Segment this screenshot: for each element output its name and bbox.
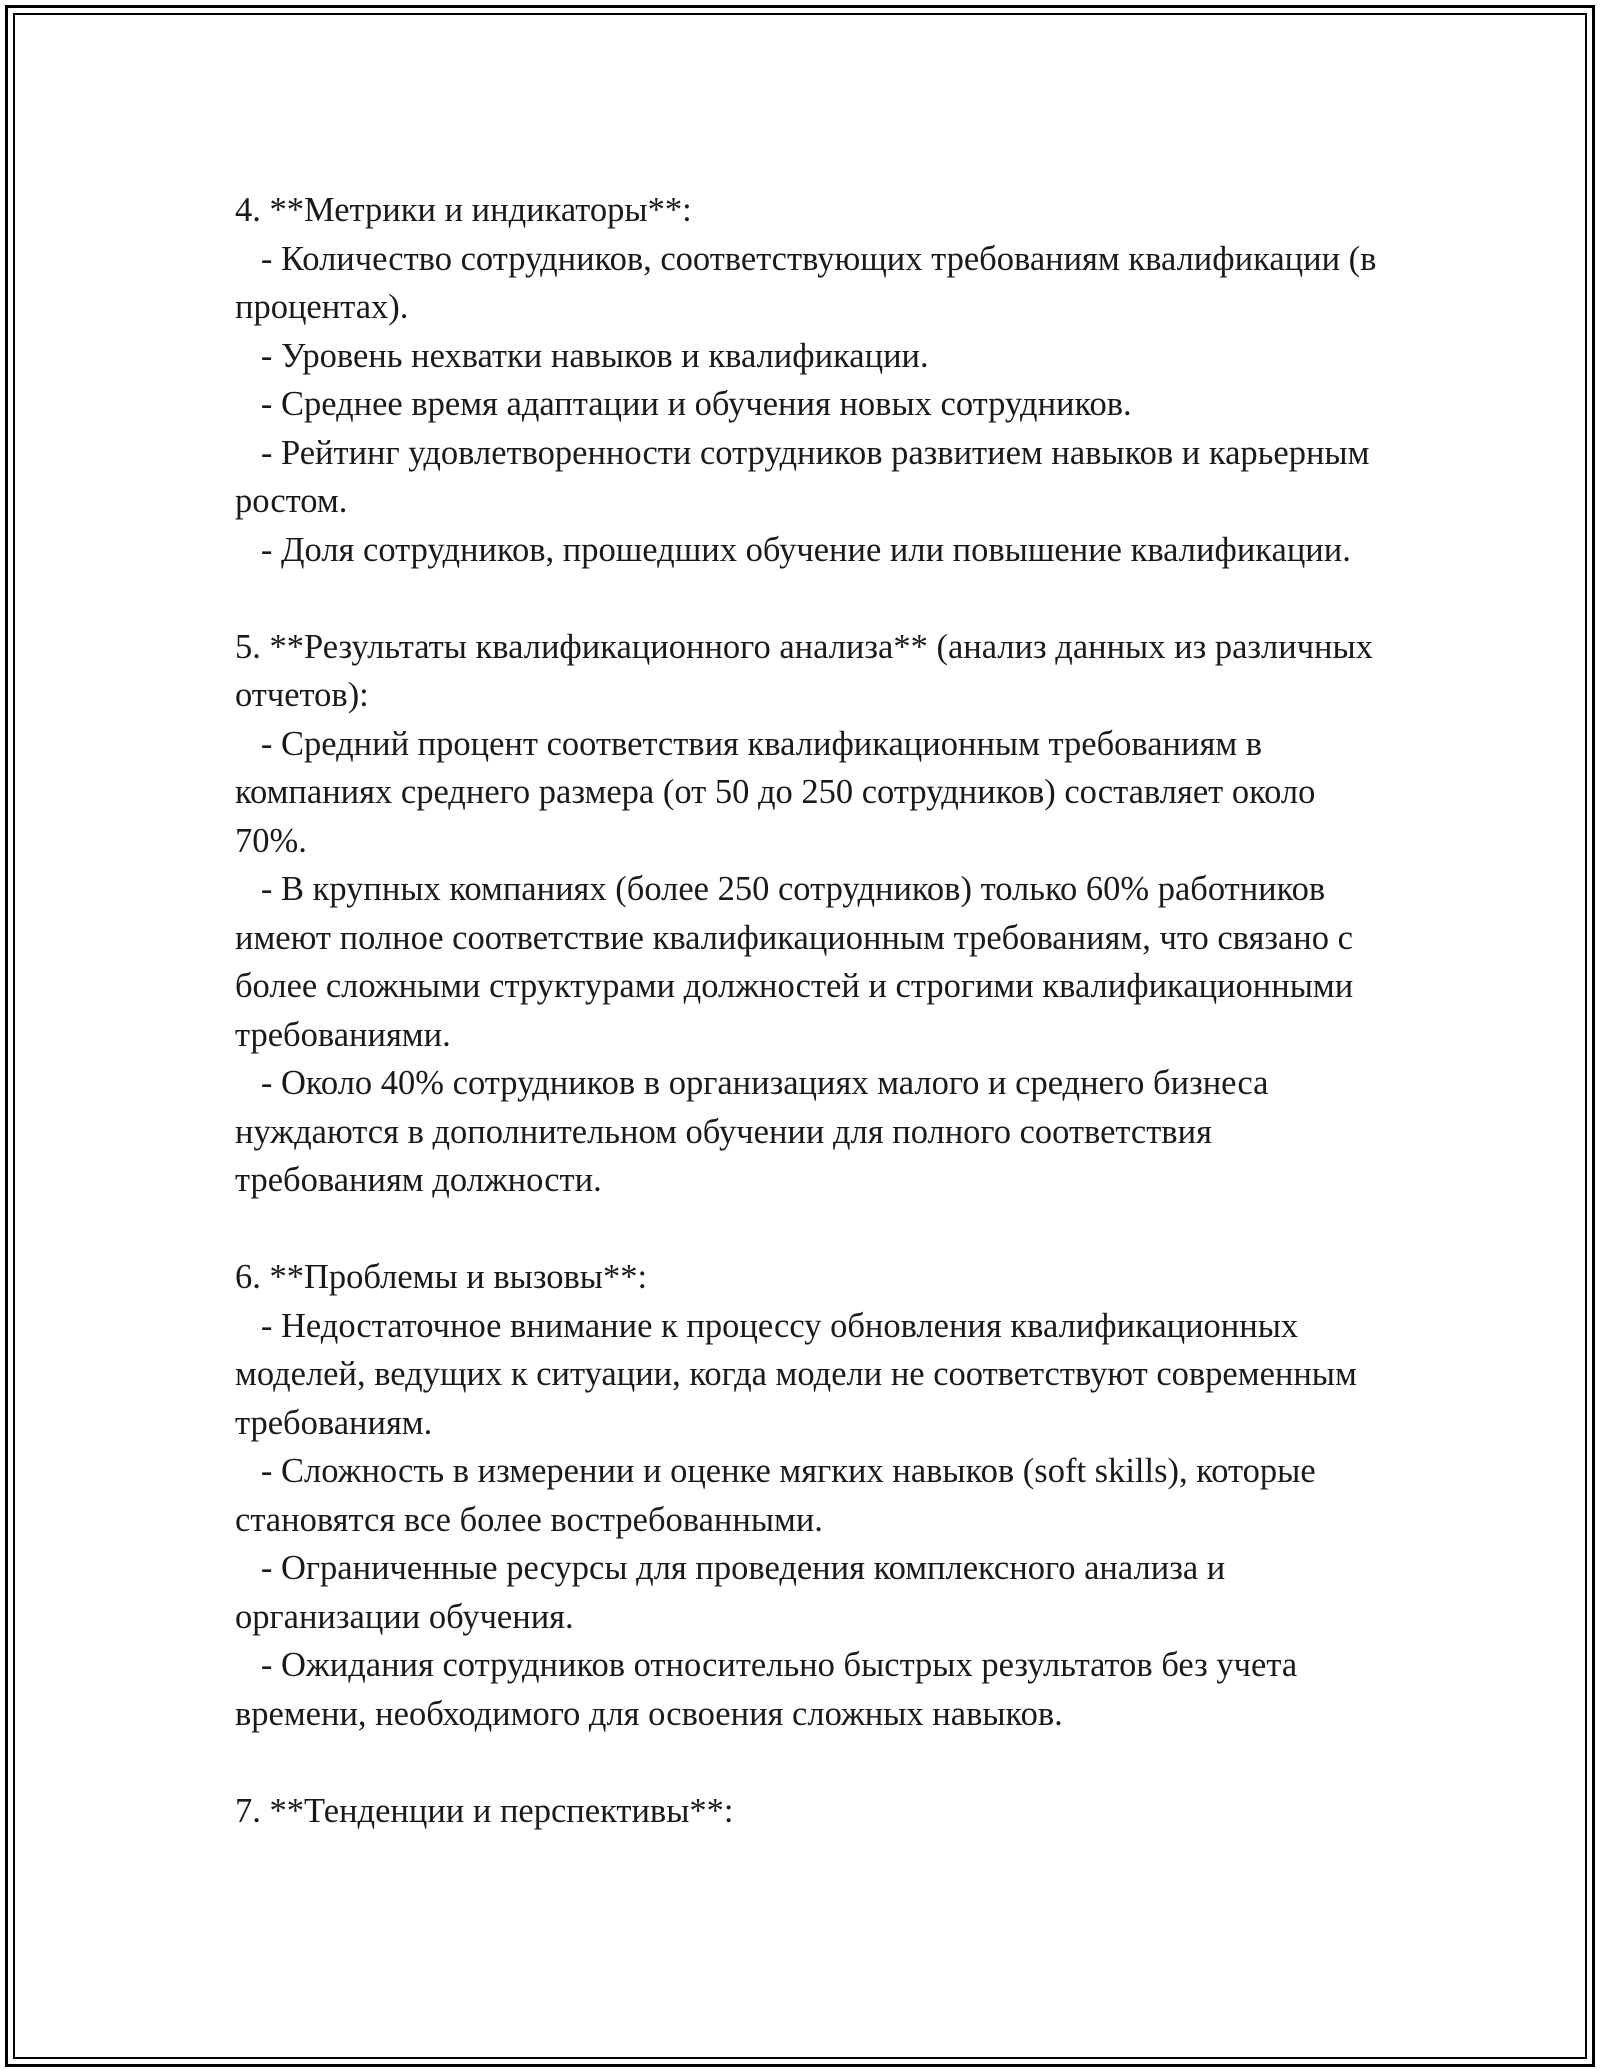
section-trends (235, 1787, 1385, 1836)
list-item: - В крупных компаниях (более 250 сотрудников) только 60% работников имеют полное соответствие квалификационным требованиям, что связано с более сложными структурами должностей и строгими квалификационными требованиями. (235, 870, 1362, 1054)
list-item: - Средний процент соответствия квалификационным требованиям в компаниях среднего размера (от 50 до 250 сотрудников) составляет около 70%. (235, 724, 1324, 860)
document-body (235, 186, 1385, 1835)
list-item: - Среднее время адаптации и обучения новых сотрудников. (235, 385, 1132, 423)
section-metrics (235, 186, 1385, 574)
section-heading: 6. **Проблемы и вызовы**: (235, 1258, 648, 1296)
section-heading: 4. **Метрики и индикаторы**: (235, 191, 692, 229)
section-problems (235, 1253, 1385, 1738)
list-item: - Недостаточное внимание к процессу обновления квалификационных моделей, ведущих к ситуации, когда модели не соответствуют современным требованиям. (235, 1306, 1366, 1442)
section-heading: 7. **Тенденции и перспективы**: (235, 1791, 734, 1830)
list-item: - Ожидания сотрудников относительно быстрых результатов без учета времени, необходимого для освоения сложных навыков. (235, 1646, 1306, 1733)
list-item: - Ограниченные ресурсы для проведения комплексного анализа и организации обучения. (235, 1549, 1234, 1636)
list-item: - Около 40% сотрудников в организациях малого и среднего бизнеса нуждаются в дополнительном обучении для полного соответствия требованиям должности. (235, 1064, 1278, 1199)
list-item: - Уровень нехватки навыков и квалификации. (235, 336, 929, 375)
list-item: - Количество сотрудников, соответствующих требованиям квалификации (в процентах). (235, 239, 1386, 326)
section-analysis-results (235, 623, 1385, 1205)
list-item: - Рейтинг удовлетворенности сотрудников развитием навыков и карьерным ростом. (235, 433, 1379, 520)
section-heading: 5. **Результаты квалификационного анализа** (анализ данных из различных отчетов): (235, 627, 1382, 714)
list-item: - Сложность в измерении и оценке мягких навыков (soft skills), которые становятся все более востребованными. (235, 1452, 1325, 1539)
list-item: - Доля сотрудников, прошедших обучение или повышение квалификации. (235, 530, 1351, 569)
